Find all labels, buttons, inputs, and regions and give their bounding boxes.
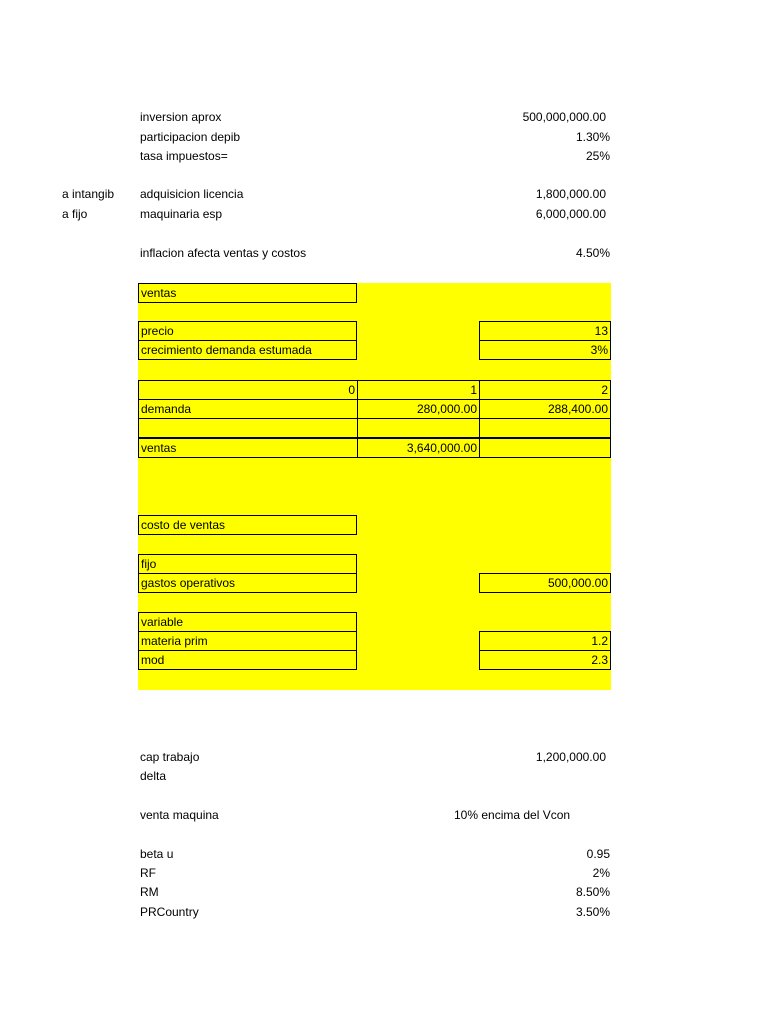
empty-row-cell-1[interactable] [357,418,480,438]
crecimiento-label-cell[interactable]: crecimiento demanda estumada [138,340,357,360]
beta-u-label: beta u [140,847,174,861]
year-1-cell[interactable]: 1 [357,380,480,400]
ventas-header-cell[interactable]: ventas [138,283,357,303]
demanda-label-cell[interactable]: demanda [138,399,358,419]
prcountry-value: 3.50% [575,905,610,919]
licencia-value: 1,800,000.00 [535,187,606,201]
rf-value: 2% [592,866,610,880]
demanda-y1-cell[interactable]: 280,000.00 [357,399,480,419]
tasa-value: 25% [585,149,610,163]
inflacion-label: inflacion afecta ventas y costos [140,246,307,260]
rf-label: RF [140,866,156,880]
empty-row-cell-0[interactable] [138,418,358,438]
beta-u-value: 0.95 [586,847,610,861]
ventas-label-cell[interactable]: ventas [138,438,358,458]
empty-row-cell-2[interactable] [479,418,611,438]
materia-value-cell[interactable]: 1.2 [479,631,611,651]
participacion-label: participacion depib [140,130,241,144]
cap-trabajo-label: cap trabajo [140,750,200,764]
fijo-side-label: a fijo [62,207,88,221]
year-0-cell[interactable]: 0 [138,380,358,400]
inflacion-value: 4.50% [575,246,610,260]
ventas-y2-cell[interactable] [479,438,611,458]
venta-maquina-value: 10% encima del Vcon [454,808,571,822]
costo-ventas-header-cell[interactable]: costo de ventas [138,515,357,535]
mod-label-cell[interactable]: mod [138,650,357,670]
venta-maquina-label: venta maquina [140,808,219,822]
materia-label-cell[interactable]: materia prim [138,631,357,651]
year-2-cell[interactable]: 2 [479,380,611,400]
ventas-y1-cell[interactable]: 3,640,000.00 [357,438,480,458]
precio-label-cell[interactable]: precio [138,321,357,341]
intangib-side-label: a intangib [62,187,115,201]
inversion-value: 500,000,000.00 [522,110,606,124]
prcountry-label: PRCountry [140,905,199,919]
precio-value-cell[interactable]: 13 [479,321,611,341]
tasa-label: tasa impuestos= [140,149,228,163]
maquinaria-label: maquinaria esp [140,207,223,221]
inversion-label: inversion aprox [140,110,222,124]
gastos-value-cell[interactable]: 500,000.00 [479,573,611,593]
licencia-label: adquisicion licencia [140,187,244,201]
rm-label: RM [140,885,159,899]
fijo-label-cell[interactable]: fijo [138,554,357,574]
demanda-y2-cell[interactable]: 288,400.00 [479,399,611,419]
mod-value-cell[interactable]: 2.3 [479,650,611,670]
delta-label: delta [140,769,167,783]
rm-value: 8.50% [575,885,610,899]
variable-label-cell[interactable]: variable [138,612,357,632]
crecimiento-value-cell[interactable]: 3% [479,340,611,360]
cap-trabajo-value: 1,200,000.00 [535,750,606,764]
participacion-value: 1.30% [575,130,610,144]
maquinaria-value: 6,000,000.00 [535,207,606,221]
gastos-label-cell[interactable]: gastos operativos [138,573,357,593]
